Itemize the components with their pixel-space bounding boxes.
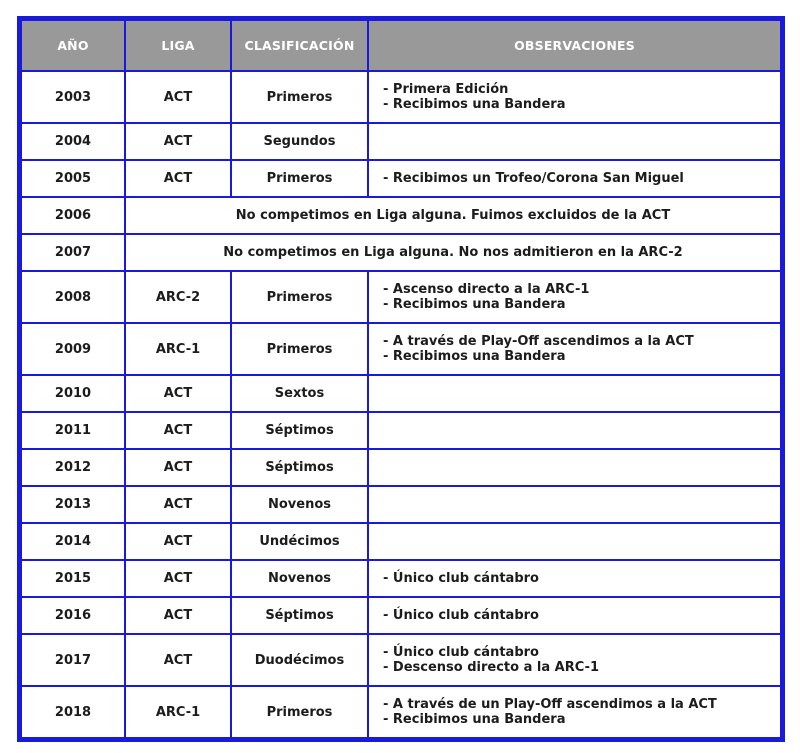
- results-table: [20, 19, 782, 739]
- table-body: [21, 71, 781, 738]
- cell-classification: Duodécimos: [231, 634, 368, 686]
- observation-line: - Recibimos una Bandera: [383, 349, 566, 364]
- cell-observations: [368, 160, 781, 197]
- table-row: [21, 123, 781, 160]
- cell-year: 2010: [21, 375, 125, 412]
- cell-classification: Séptimos: [231, 597, 368, 634]
- cell-league: ACT: [125, 160, 231, 197]
- cell-league: ACT: [125, 123, 231, 160]
- table-row: [21, 597, 781, 634]
- header-league: LIGA: [125, 20, 231, 71]
- cell-league: ARC-1: [125, 686, 231, 738]
- cell-year: 2016: [21, 597, 125, 634]
- cell-classification: Primeros: [231, 71, 368, 123]
- cell-year: 2007: [21, 234, 125, 271]
- cell-year: 2006: [21, 197, 125, 234]
- table-row: [21, 323, 781, 375]
- cell-observations: [368, 375, 781, 412]
- observation-line: - Recibimos un Trofeo/Corona San Miguel: [383, 171, 684, 186]
- observation-line: - Ascenso directo a la ARC-1: [383, 282, 590, 297]
- cell-year: 2008: [21, 271, 125, 323]
- cell-league: ACT: [125, 486, 231, 523]
- cell-observations: [368, 71, 781, 123]
- observation-line: - Único club cántabro: [383, 645, 539, 660]
- table-row: [21, 486, 781, 523]
- observation-line: - A través de un Play-Off ascendimos a la ACT: [383, 697, 717, 712]
- cell-league: ACT: [125, 597, 231, 634]
- cell-observations: [368, 560, 781, 597]
- observation-line: - Único club cántabro: [383, 608, 539, 623]
- observation-line: - Descenso directo a la ARC-1: [383, 660, 600, 675]
- table-row: [21, 686, 781, 738]
- cell-year: 2009: [21, 323, 125, 375]
- cell-observations: [368, 123, 781, 160]
- cell-league: ACT: [125, 412, 231, 449]
- table-header-row: [21, 20, 781, 71]
- cell-league: ACT: [125, 523, 231, 560]
- cell-year: 2013: [21, 486, 125, 523]
- header-observations: OBSERVACIONES: [368, 20, 781, 71]
- cell-year: 2014: [21, 523, 125, 560]
- observation-line: - Recibimos una Bandera: [383, 97, 566, 112]
- cell-classification: Primeros: [231, 160, 368, 197]
- cell-classification: Primeros: [231, 323, 368, 375]
- cell-classification: Primeros: [231, 686, 368, 738]
- cell-classification: Novenos: [231, 486, 368, 523]
- cell-year: 2018: [21, 686, 125, 738]
- table-row: [21, 375, 781, 412]
- cell-observations: [368, 271, 781, 323]
- cell-observations: [368, 686, 781, 738]
- table-row: [21, 160, 781, 197]
- cell-observations: [368, 449, 781, 486]
- cell-league: ARC-2: [125, 271, 231, 323]
- table-row: [21, 271, 781, 323]
- cell-year: 2003: [21, 71, 125, 123]
- cell-league: ACT: [125, 449, 231, 486]
- header-year: AÑO: [21, 20, 125, 71]
- cell-league: ACT: [125, 560, 231, 597]
- table-row: [21, 234, 781, 271]
- table-row: [21, 449, 781, 486]
- table-row: [21, 523, 781, 560]
- cell-year: 2004: [21, 123, 125, 160]
- cell-league: ARC-1: [125, 323, 231, 375]
- cell-observations: [368, 323, 781, 375]
- cell-classification: Séptimos: [231, 412, 368, 449]
- cell-observations: [368, 412, 781, 449]
- cell-year: 2017: [21, 634, 125, 686]
- observation-line: - Recibimos una Bandera: [383, 712, 566, 727]
- observation-line: - Único club cántabro: [383, 571, 539, 586]
- cell-merged-note: No competimos en Liga alguna. No nos admitieron en la ARC-2: [125, 234, 781, 271]
- header-classification: CLASIFICACIÓN: [231, 20, 368, 71]
- cell-year: 2011: [21, 412, 125, 449]
- cell-classification: Segundos: [231, 123, 368, 160]
- cell-classification: Sextos: [231, 375, 368, 412]
- cell-league: ACT: [125, 71, 231, 123]
- observation-line: - A través de Play-Off ascendimos a la ACT: [383, 334, 694, 349]
- table-row: [21, 560, 781, 597]
- cell-classification: Séptimos: [231, 449, 368, 486]
- table-row: [21, 634, 781, 686]
- cell-year: 2012: [21, 449, 125, 486]
- table-row: [21, 412, 781, 449]
- table-row: [21, 197, 781, 234]
- cell-league: ACT: [125, 375, 231, 412]
- cell-classification: Novenos: [231, 560, 368, 597]
- table-row: [21, 71, 781, 123]
- observation-line: - Recibimos una Bandera: [383, 297, 566, 312]
- cell-year: 2015: [21, 560, 125, 597]
- cell-observations: [368, 486, 781, 523]
- results-table-frame: [17, 16, 785, 742]
- cell-classification: Primeros: [231, 271, 368, 323]
- cell-merged-note: No competimos en Liga alguna. Fuimos excluidos de la ACT: [125, 197, 781, 234]
- cell-classification: Undécimos: [231, 523, 368, 560]
- cell-observations: [368, 523, 781, 560]
- cell-observations: [368, 597, 781, 634]
- cell-observations: [368, 634, 781, 686]
- cell-year: 2005: [21, 160, 125, 197]
- observation-line: - Primera Edición: [383, 82, 509, 97]
- cell-league: ACT: [125, 634, 231, 686]
